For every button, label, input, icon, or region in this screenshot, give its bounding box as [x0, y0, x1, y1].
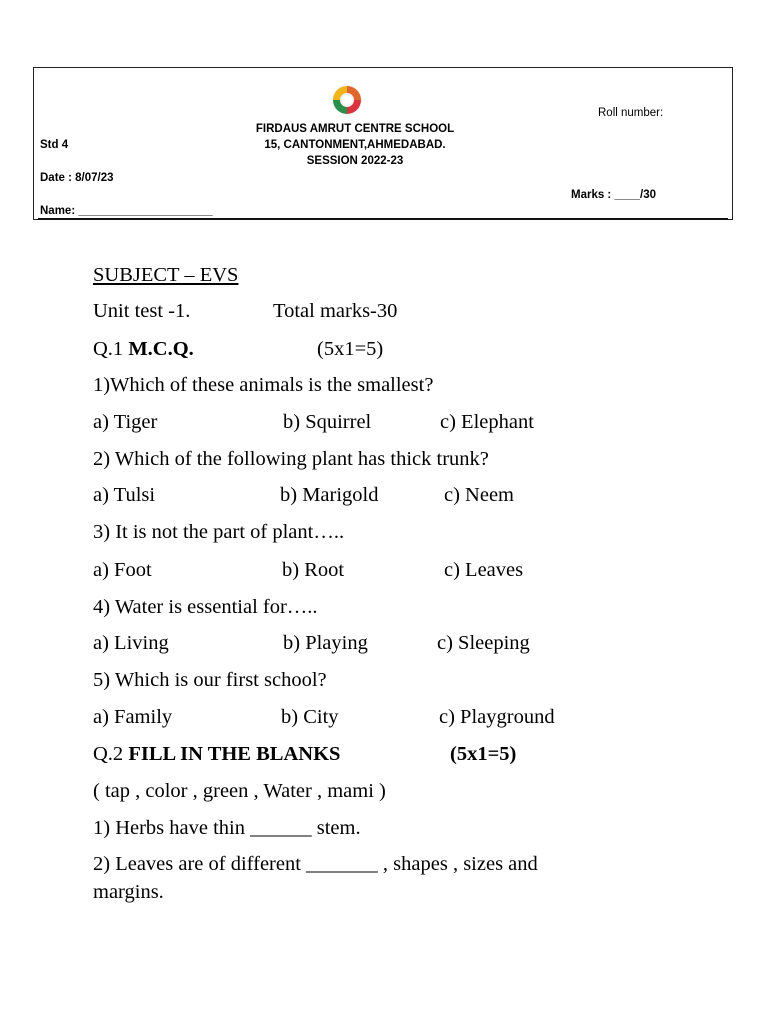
q2-blank-2: 2) Leaves are of different _______ , shapes , sizes and margins. — [93, 853, 538, 903]
option-b: b) Playing — [283, 632, 368, 654]
q1-options-4 — [93, 631, 530, 655]
q1-question-1: 1)Which of these animals is the smallest? — [93, 374, 434, 396]
option-a: a) Foot — [93, 559, 152, 581]
q1-marks: (5x1=5) — [317, 338, 384, 360]
subject-title: SUBJECT – EVS — [93, 264, 239, 286]
option-c: c) Elephant — [440, 411, 534, 433]
q1-title: M.C.Q. — [128, 338, 194, 360]
q1-options-2 — [93, 483, 514, 507]
q1-options-5 — [93, 705, 555, 729]
option-b: b) Marigold — [280, 484, 379, 506]
header-divider — [38, 218, 728, 220]
unit-test-label: Unit test -1. — [93, 300, 191, 322]
q1-question-5: 5) Which is our first school? — [93, 669, 327, 691]
q2-marks: (5x1=5) — [450, 743, 517, 765]
date-label: Date : 8/07/23 — [40, 172, 114, 184]
q1-options-3 — [93, 558, 524, 582]
option-a: a) Tulsi — [93, 484, 156, 506]
name-field-label: Name: _____________________ — [40, 205, 213, 217]
school-address: 15, CANTONMENT,AHMEDABAD. — [264, 139, 446, 151]
q2-word-bank: ( tap , color , green , Water , mami ) — [93, 780, 386, 802]
school-name: FIRDAUS AMRUT CENTRE SCHOOL — [255, 123, 455, 135]
q2-heading — [93, 742, 517, 766]
q1-question-3: 3) It is not the part of plant….. — [93, 521, 345, 543]
school-logo — [330, 83, 364, 117]
total-marks-label: Total marks-30 — [273, 300, 398, 322]
q1-prefix: Q.1 — [93, 338, 129, 360]
q1-heading — [93, 337, 384, 361]
std-label: Std 4 — [40, 139, 69, 151]
q2-blank-1: 1) Herbs have thin ______ stem. — [93, 817, 361, 839]
option-c: c) Sleeping — [437, 632, 530, 654]
option-c: c) Leaves — [444, 559, 524, 581]
roll-number-label: Roll number: — [598, 107, 664, 119]
option-b: b) City — [281, 706, 339, 728]
q2-prefix: Q.2 — [93, 743, 129, 765]
option-c: c) Neem — [444, 484, 514, 506]
session-label: SESSION 2022-23 — [306, 155, 404, 167]
unit-test-line — [93, 299, 398, 323]
option-a: a) Tiger — [93, 411, 158, 433]
marks-label: Marks : ____/30 — [571, 189, 657, 201]
option-b: b) Squirrel — [283, 411, 372, 433]
q1-question-4: 4) Water is essential for….. — [93, 596, 318, 618]
option-a: a) Family — [93, 706, 173, 728]
q2-title: FILL IN THE BLANKS — [128, 743, 341, 765]
option-b: b) Root — [282, 559, 345, 581]
q1-question-2: 2) Which of the following plant has thick trunk? — [93, 448, 489, 470]
q1-options-1 — [93, 410, 534, 434]
option-c: c) Playground — [439, 706, 555, 728]
option-a: a) Living — [93, 632, 169, 654]
